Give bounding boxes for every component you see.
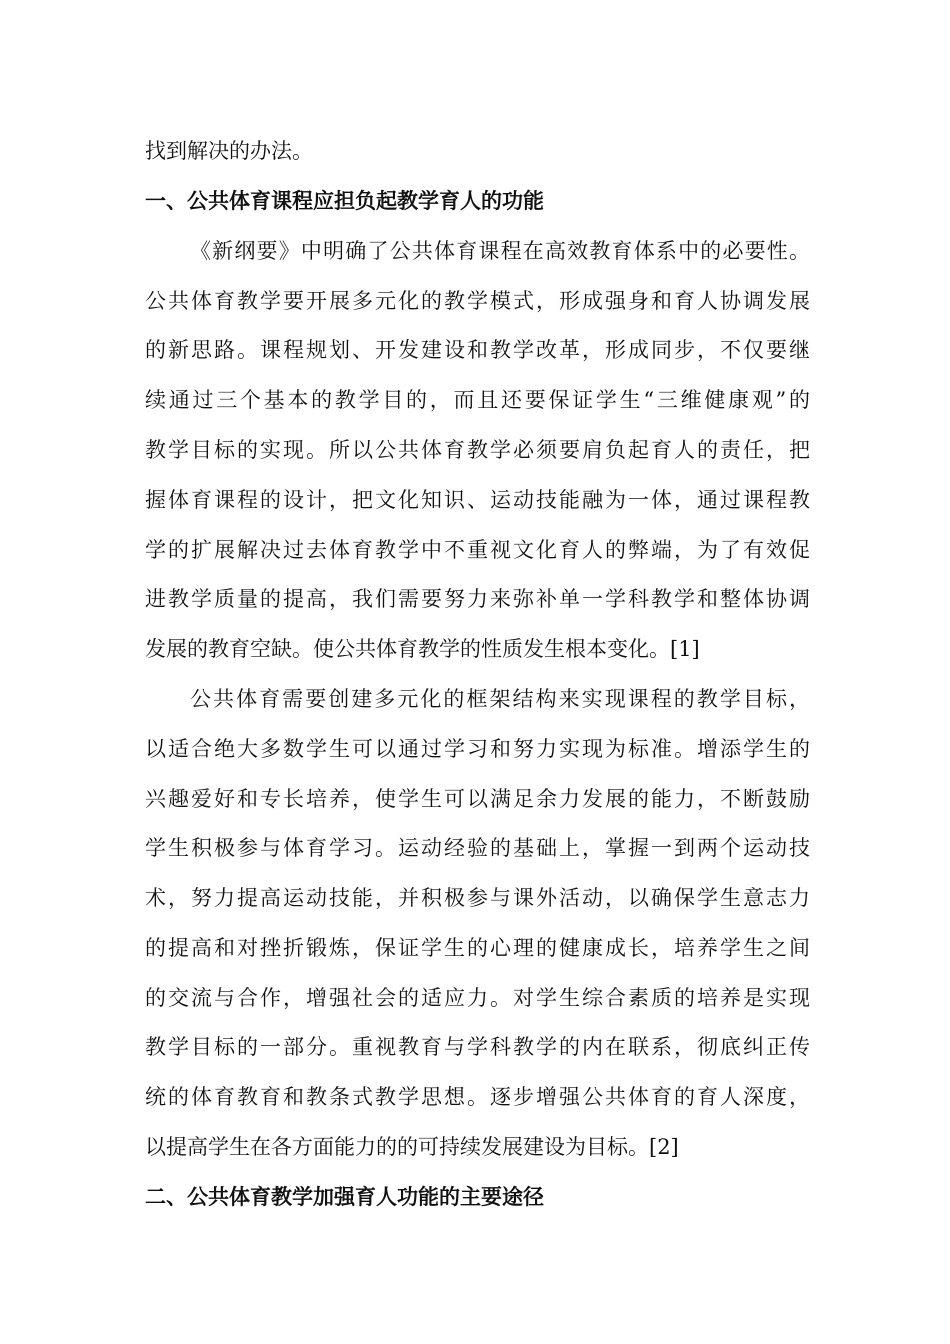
paragraph-line: 续通过三个基本的教学目的，而且还要保证学生“三维健康观”的 (145, 388, 810, 412)
paragraph-line: 学的扩展解决过去体育教学中不重视文化育人的弊端，为了有效促 (145, 538, 810, 562)
paragraph-line: 以提高学生在各方面能力的的可持续发展建设为目标。[2] (145, 1135, 679, 1159)
paragraph-line: 兴趣爱好和专长培养，使学生可以满足余力发展的能力，不断鼓励 (145, 787, 810, 811)
paragraph-line: 《新纲要》中明确了公共体育课程在高效教育体系中的必要性。 (190, 239, 810, 263)
section-heading-1: 一、公共体育课程应担负起教学育人的功能 (145, 188, 544, 213)
paragraph-line: 教学目标的实现。所以公共体育教学必须要肩负起育人的责任，把 (145, 438, 810, 462)
continuation-text: 找到解决的办法。 (145, 139, 313, 163)
paragraph-line: 的交流与合作，增强社会的适应力。对学生综合素质的培养是实现 (145, 986, 810, 1010)
paragraph-line: 教学目标的一部分。重视教育与学科教学的内在联系，彻底纠正传 (145, 1035, 810, 1059)
paragraph-line: 进教学质量的提高，我们需要努力来弥补单一学科教学和整体协调 (145, 587, 810, 611)
paragraph-line: 公共体育需要创建多元化的框架结构来实现课程的教学目标， (190, 687, 810, 711)
paragraph-line: 握体育课程的设计，把文化知识、运动技能融为一体，通过课程教 (145, 488, 810, 512)
paragraph-line: 学生积极参与体育学习。运动经验的基础上，掌握一到两个运动技 (145, 836, 810, 860)
section-heading-2: 二、公共体育教学加强育人功能的主要途径 (145, 1184, 544, 1209)
paragraph-line: 公共体育教学要开展多元化的教学模式，形成强身和育人协调发展 (145, 289, 810, 313)
paragraph-line: 发展的教育空缺。使公共体育教学的性质发生根本变化。[1] (145, 637, 700, 661)
paragraph-line: 统的体育教育和教条式教学思想。逐步增强公共体育的育人深度， (145, 1085, 810, 1109)
paragraph-line: 术，努力提高运动技能，并积极参与课外活动，以确保学生意志力 (145, 886, 810, 910)
paragraph-line: 的提高和对挫折锻炼，保证学生的心理的健康成长，培养学生之间 (145, 936, 810, 960)
paragraph-line: 的新思路。课程规划、开发建设和教学改革，形成同步，不仅要继 (145, 338, 810, 362)
paragraph-line: 以适合绝大多数学生可以通过学习和努力实现为标准。增添学生的 (145, 737, 810, 761)
